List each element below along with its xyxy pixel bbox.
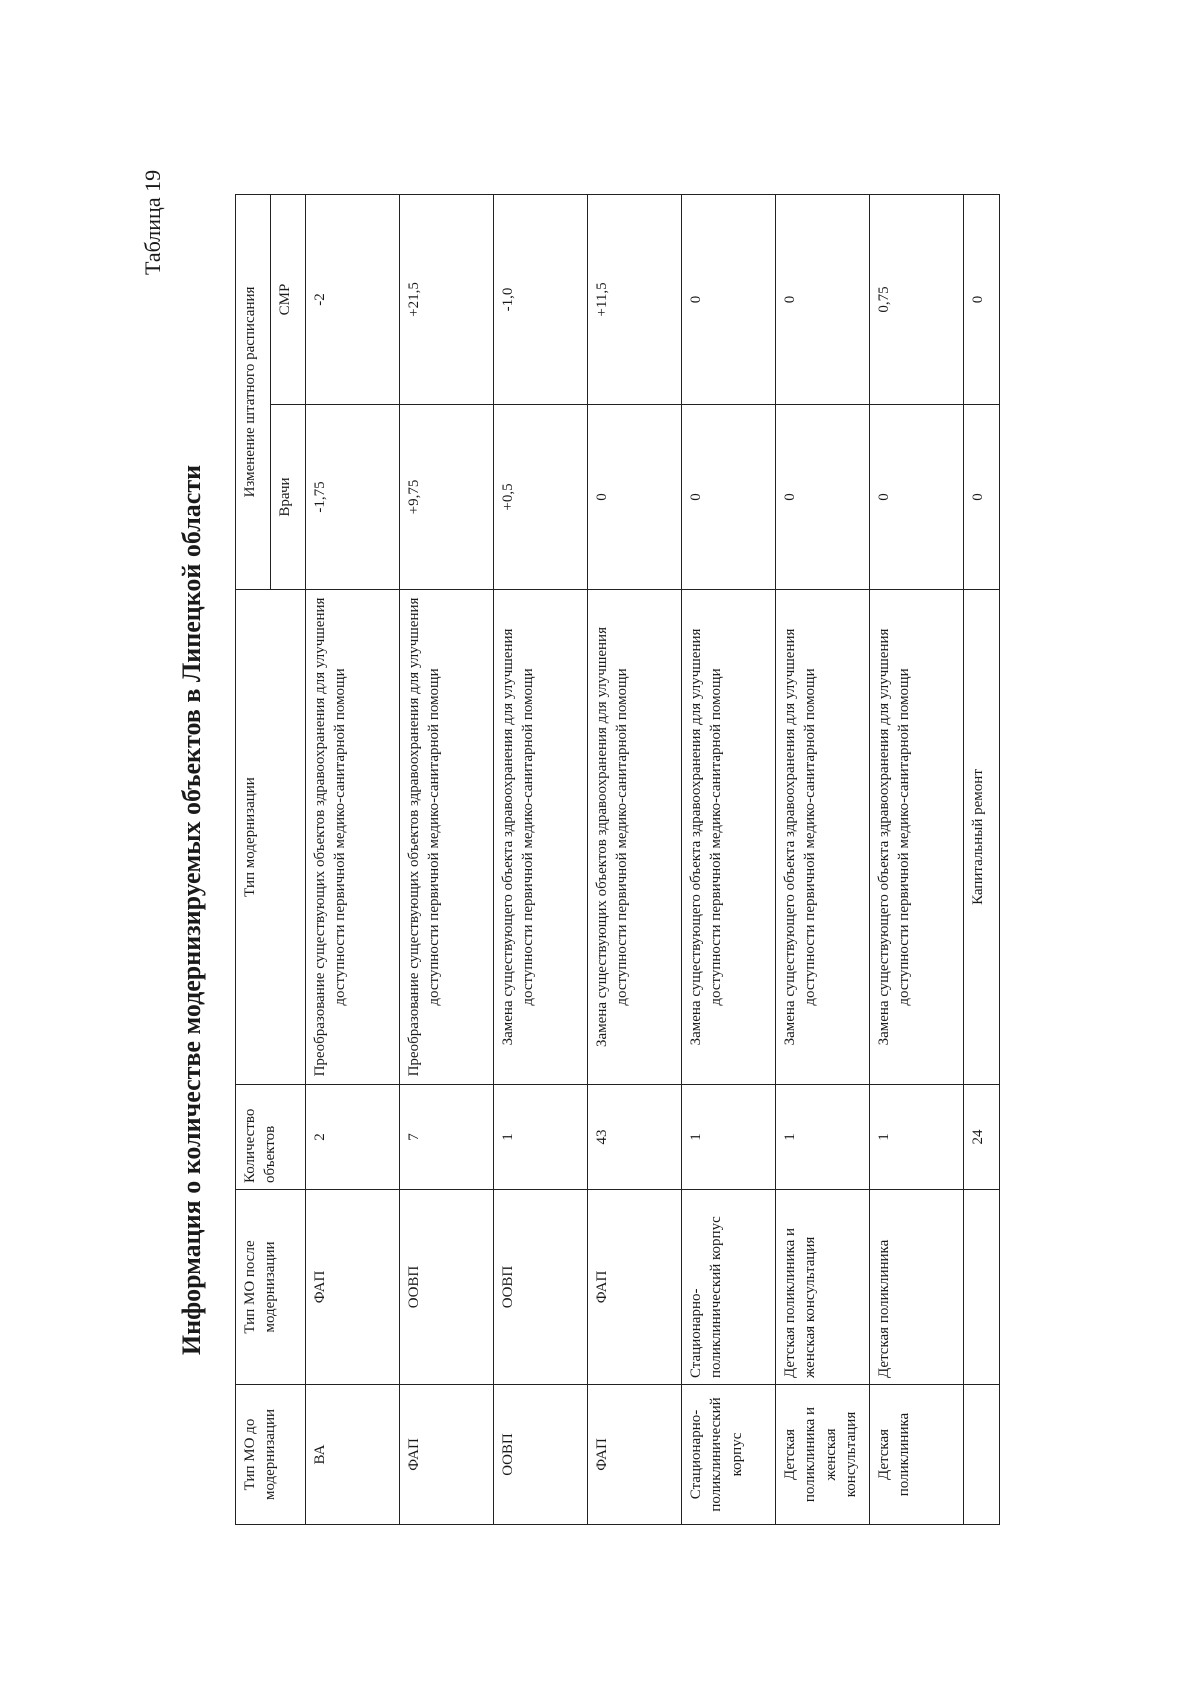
cell-count: 2 — [306, 1085, 400, 1190]
cell-count: 1 — [682, 1085, 776, 1190]
header-doctors: Врачи — [271, 405, 306, 590]
cell-mo-after — [964, 1190, 1000, 1385]
cell-mo-after: Детская поликлиника и женская консультация — [776, 1190, 870, 1385]
document-title: Информация о количестве модернизируемых объектов в Липецкой области — [177, 464, 206, 1356]
cell-smr: 0,75 — [870, 195, 964, 405]
cell-smr: 0 — [776, 195, 870, 405]
rotated-page-content — [140, 169, 1060, 1635]
cell-smr: -1,0 — [494, 195, 588, 405]
cell-doctors: 0 — [964, 405, 1000, 590]
modernization-table — [235, 194, 1000, 1525]
cell-mo-before: ВА — [306, 1385, 400, 1525]
cell-mo-after: ФАП — [588, 1190, 682, 1385]
cell-doctors: -1,75 — [306, 405, 400, 590]
cell-mo-after: ФАП — [306, 1190, 400, 1385]
header-staff-change: Изменение штатного расписания — [236, 195, 271, 590]
cell-doctors: 0 — [682, 405, 776, 590]
cell-doctors: 0 — [776, 405, 870, 590]
cell-mo-before: ФАП — [588, 1385, 682, 1525]
cell-doctors: 0 — [588, 405, 682, 590]
cell-modernization-type: Замена существующего объекта здравоохранения для улучшения доступности первичной медико-санитарной помощи — [776, 590, 870, 1085]
cell-modernization-type: Замена существующего объекта здравоохранения для улучшения доступности первичной медико-санитарной помощи — [494, 590, 588, 1085]
cell-count: 7 — [400, 1085, 494, 1190]
cell-smr: -2 — [306, 195, 400, 405]
cell-count: 1 — [494, 1085, 588, 1190]
cell-smr: +21,5 — [400, 195, 494, 405]
cell-count: 1 — [870, 1085, 964, 1190]
cell-mo-before: ФАП — [400, 1385, 494, 1525]
cell-doctors: 0 — [870, 405, 964, 590]
cell-smr: 0 — [682, 195, 776, 405]
cell-modernization-type: Преобразование существующих объектов здравоохранения для улучшения доступности первичной медико-санитарной помощи — [400, 590, 494, 1085]
cell-mo-after: Детская поликлиника — [870, 1190, 964, 1385]
cell-mo-after: ООВП — [494, 1190, 588, 1385]
cell-mo-after: ООВП — [400, 1190, 494, 1385]
cell-doctors: +9,75 — [400, 405, 494, 590]
cell-doctors: +0,5 — [494, 405, 588, 590]
table-row — [682, 195, 776, 1525]
header-smr: СМР — [271, 195, 306, 405]
table-row — [306, 195, 400, 1525]
header-modernization-type: Тип модернизации — [236, 590, 306, 1085]
cell-modernization-type: Преобразование существующих объектов здравоохранения для улучшения доступности первичной медико-санитарной помощи — [306, 590, 400, 1085]
table-row — [964, 195, 1000, 1525]
cell-smr: +11,5 — [588, 195, 682, 405]
cell-mo-after: Стационарно-поликлинический корпус — [682, 1190, 776, 1385]
cell-modernization-type: Замена существующих объектов здравоохранения для улучшения доступности первичной медико-санитарной помощи — [588, 590, 682, 1085]
cell-modernization-type: Капитальный ремонт — [964, 590, 1000, 1085]
header-mo-after: Тип МО после модернизации — [236, 1190, 306, 1385]
cell-mo-before: Детская поликлиника — [870, 1385, 964, 1525]
header-mo-before: Тип МО до модернизации — [236, 1385, 306, 1525]
cell-mo-before — [964, 1385, 1000, 1525]
cell-count: 1 — [776, 1085, 870, 1190]
table-row — [400, 195, 494, 1525]
cell-modernization-type: Замена существующего объекта здравоохранения для улучшения доступности первичной медико-санитарной помощи — [682, 590, 776, 1085]
cell-smr: 0 — [964, 195, 1000, 405]
cell-mo-before: Стационарно-поликлинический корпус — [682, 1385, 776, 1525]
header-count: Количество объектов — [236, 1085, 306, 1190]
table-row — [588, 195, 682, 1525]
cell-modernization-type: Замена существующего объекта здравоохранения для улучшения доступности первичной медико-санитарной помощи — [870, 590, 964, 1085]
cell-count: 43 — [588, 1085, 682, 1190]
cell-mo-before: Детская поликлиника и женская консультация — [776, 1385, 870, 1525]
table-caption: Таблица 19 — [140, 169, 165, 275]
cell-count: 24 — [964, 1085, 1000, 1190]
cell-mo-before: ООВП — [494, 1385, 588, 1525]
table-row — [776, 195, 870, 1525]
table-row — [870, 195, 964, 1525]
table-row — [494, 195, 588, 1525]
